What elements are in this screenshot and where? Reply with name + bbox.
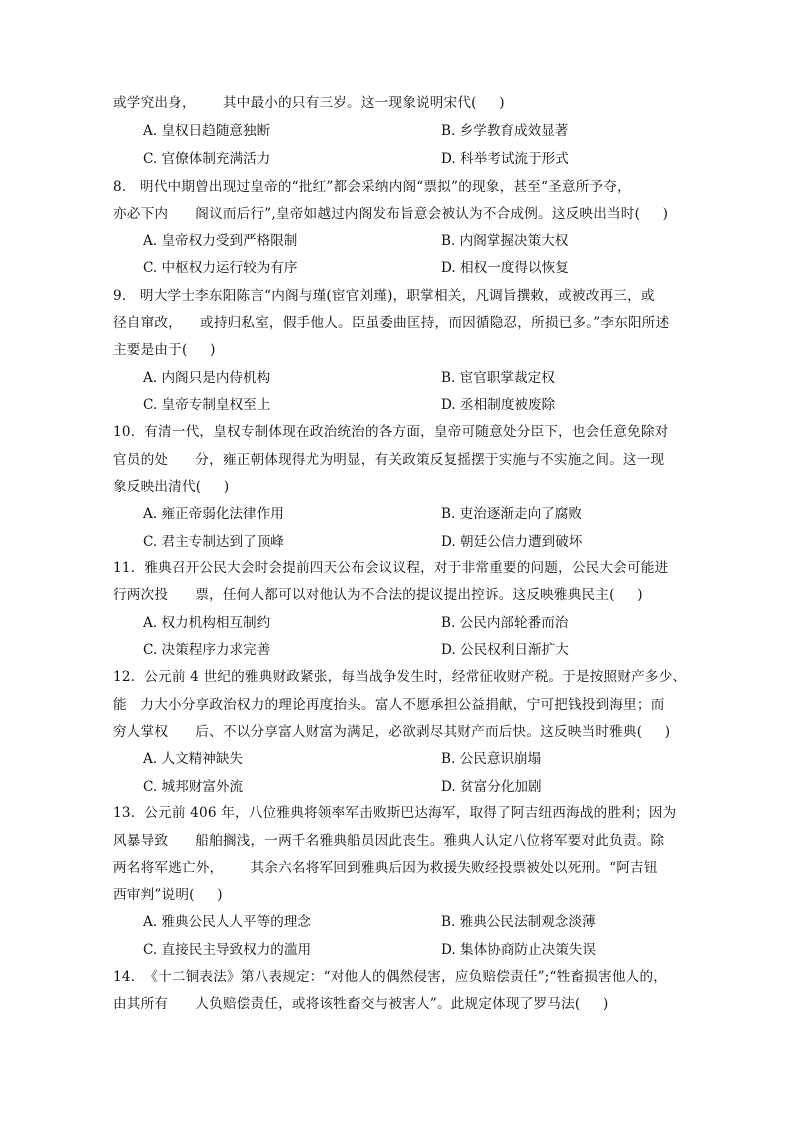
q11-stem-line-2: 行两次投 票，任何人都可以对他认为不合法的提议提出控诉。这反映雅典民主( )	[113, 587, 643, 603]
q13-option-d: D. 集体协商防止决策失误	[441, 942, 596, 958]
q14-stem-line-2: 由其所有 人负赔偿责任，或将该牲畜交与被害人”。此规定体现了罗马法( )	[113, 996, 609, 1012]
q11-option-b: B. 公民内部轮番而治	[441, 615, 569, 631]
q8-option-b: B. 内阁掌握决策大权	[441, 233, 569, 249]
q12-option-a: A. 人文精神缺失	[143, 751, 244, 767]
q8-stem-line-2: 亦必下内 阁议而后行”,皇帝如越过内阁发布旨意会被认为不合成例。这反映出当时( )	[113, 206, 669, 222]
q9-option-a: A. 内阁只是内侍机构	[143, 370, 271, 386]
q8-option-c: C. 中枢权力运行较为有序	[143, 260, 298, 276]
q13-option-c: C. 直接民主导致权力的滥用	[143, 942, 312, 958]
q7-option-b: B. 乡学教育成效显著	[441, 123, 569, 139]
q9-option-b: B. 宦官职掌裁定权	[441, 370, 555, 386]
q11-option-c: C. 决策程序力求完善	[143, 642, 271, 658]
q8-option-d: D. 相权一度得以恢复	[441, 260, 569, 276]
q7-option-a: A. 皇权日趋随意独断	[143, 123, 271, 139]
q8-option-a: A. 皇帝权力受到严格限制	[143, 233, 298, 249]
q13-stem-line-3: 两名将军逃亡外， 其余六名将军回到雅典后因为救援失败经投票被处以死刑。“阿吉钮	[113, 860, 658, 876]
q13-stem-line-4: 西审判”说明( )	[113, 887, 223, 903]
q12-stem-line-3: 穷人掌权 后、不以分享富人财富为满足，必欲剥尽其财产而后快。这反映当时雅典( )	[113, 724, 671, 740]
q12-option-c: C. 城邦财富外流	[143, 779, 244, 795]
q13-option-b: B. 雅典公民法制观念淡薄	[441, 914, 596, 930]
q10-stem-line-2: 官员的处 分，雍正朝体现得尤为明显，有关政策反复摇摆于实施与不实施之间。这一现	[113, 452, 665, 468]
q10-option-d: D. 朝廷公信力遭到破坏	[441, 534, 583, 550]
q10-option-c: C. 君主专制达到了顶峰	[143, 534, 284, 550]
q9-option-c: C. 皇帝专制皇权至上	[143, 397, 271, 413]
q11-stem-line-1: 11. 雅典召开公民大会时会提前四天公布会议议程，对于非常重要的问题，公民大会可能进	[113, 560, 669, 576]
q14-stem-line-1: 14. 《十二铜表法》第八表规定：“对他人的偶然侵害，应负赔偿责任”;“牲畜损害他人的，	[113, 969, 668, 985]
q9-stem-line-2: 径自窜改， 或持归私室，假手他人。臣虽委曲匡持，而因循隐忍，所损已多。”李东阳所述	[113, 315, 670, 331]
q11-option-d: D. 公民权利日渐扩大	[441, 642, 569, 658]
q9-stem-line-3: 主要是由于( )	[113, 342, 216, 358]
q12-option-d: D. 贫富分化加剧	[441, 779, 542, 795]
q11-option-a: A. 权力机构相互制约	[143, 615, 271, 631]
q13-stem-line-2: 风暴导致 船舶搁浅，一两千名雅典船员因此丧生。雅典人认定八位将军要对此负责。除	[113, 833, 665, 849]
q10-option-a: A. 雍正帝弱化法律作用	[143, 506, 284, 522]
q12-stem-line-1: 12. 公元前 4 世纪的雅典财政紧张，每当战争发生时，经常征收财产税。于是按照财产多少、	[113, 669, 687, 685]
question-7-stem-line: 或学究出身， 其中最小的只有三岁。这一现象说明宋代( )	[113, 95, 505, 111]
q9-stem-line-1: 9. 明大学士李东阳陈言“内阁与瑾(宦官刘瑾)，职掌相关，凡调旨撰敕，或被改再三，或	[113, 288, 655, 304]
q7-option-c: C. 官僚体制充满活力	[143, 151, 271, 167]
q10-stem-line-1: 10. 有清一代，皇权专制体现在政治统治的各方面，皇帝可随意处分臣下，也会任意免除对	[113, 424, 669, 440]
q10-option-b: B. 吏治逐渐走向了腐败	[441, 506, 582, 522]
q13-stem-line-1: 13. 公元前 406 年，八位雅典将领率军击败斯巴达海军，取得了阿吉纽西海战的胜利；因为	[113, 805, 677, 821]
q8-stem-line-1: 8. 明代中期曾出现过皇帝的“批红”都会采纳内阁“票拟”的现象，甚至“圣意所予夺，	[113, 179, 631, 195]
q9-option-d: D. 丞相制度被废除	[441, 397, 556, 413]
q12-option-b: B. 公民意识崩塌	[441, 751, 542, 767]
q10-stem-line-3: 象反映出清代( )	[113, 479, 230, 495]
q7-option-d: D. 科举考试流于形式	[441, 151, 569, 167]
q12-stem-line-2: 能 力大小分享政治权力的理论再度抬头。富人不愿承担公益捐献，宁可把钱投到海里；而	[113, 697, 665, 713]
q13-option-a: A. 雅典公民人人平等的理念	[143, 914, 311, 930]
